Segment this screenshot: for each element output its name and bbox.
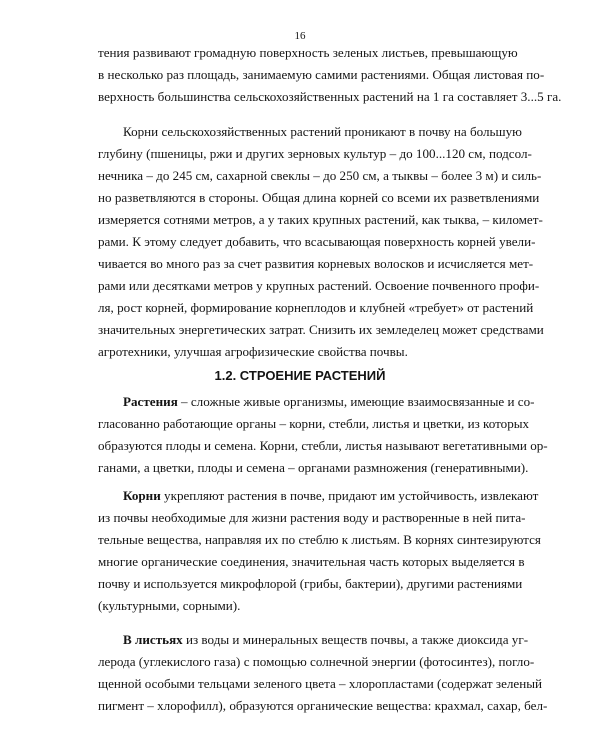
text-line: рами или десятками метров у крупных растений. Освоение почвенного профи- (98, 278, 540, 293)
text-line: Корни сельскохозяйственных растений проникают в почву на большую (123, 124, 522, 139)
text-line: многие органические соединения, значительная часть которых выделяется в (98, 554, 525, 569)
text-span: из воды и минеральных веществ почвы, а также диоксида уг- (182, 632, 529, 647)
text-line: значительных энергетических затрат. Снизить их земледелец может средствами (98, 322, 544, 337)
text-line: (культурными, сорными). (98, 598, 241, 613)
text-line: чивается во много раз за счет развития корневых волосков и исчисляется мет- (98, 256, 534, 271)
text-line: измеряется сотнями метров, а у таких крупных растений, как тыква, – километ- (98, 212, 543, 227)
term-bold: Корни (123, 488, 161, 503)
text-line: тения развивают громадную поверхность зеленых листьев, превышающую (98, 45, 518, 60)
text-line: гласованно работающие органы – корни, стебли, листья и цветки, из которых (98, 416, 530, 431)
text-span: укрепляют растения в почве, придают им устойчивость, извлекают (160, 488, 539, 503)
page-number: 16 (294, 30, 306, 42)
text-line: верхность большинства сельскохозяйственных растений на 1 га составляет 3...5 га. (98, 89, 562, 104)
text-line: глубину (пшеницы, ржи и других зерновых культур – до 100...120 см, подсол- (98, 146, 532, 161)
text-line: нечника – до 245 см, сахарной свеклы – до 250 см, а тыквы – более 3 м) и силь- (98, 168, 542, 183)
text-line (123, 487, 539, 504)
text-line: ганами, а цветки, плоды и семена – органами размножения (генеративными). (98, 460, 529, 475)
text-line: лерода (углекислого газа) с помощью солнечной энергии (фотосинтез), погло- (98, 654, 535, 669)
term-bold: В листьях (123, 632, 183, 647)
text-line: но разветвляются в стороны. Общая длина корней со всеми их разветвлениями (98, 190, 540, 205)
text-line: ля, рост корней, формирование корнеплодов и клубней «требует» от растений (98, 300, 534, 315)
text-line: из почвы необходимые для жизни растения воду и растворенные в ней пита- (98, 510, 526, 525)
text-line: в несколько раз площадь, занимаемую самими растениями. Общая листовая по- (98, 67, 545, 82)
text-line: образуются плоды и семена. Корни, стебли, листья называют вегетативными ор- (98, 438, 548, 453)
text-line (123, 393, 535, 410)
text-span: – сложные живые организмы, имеющие взаимосвязанные и со- (177, 394, 535, 409)
text-line: почву и используется микрофлорой (грибы, бактерии), другими растениями (98, 576, 523, 591)
text-line (123, 631, 529, 648)
text-line: пигмент – хлорофилл), образуются органические вещества: крахмал, сахар, бел- (98, 698, 548, 713)
text-line: агротехники, улучшая агрофизические свойства почвы. (98, 344, 408, 359)
text-line: тельные вещества, направляя их по стеблю к листьям. В корнях синтезируются (98, 532, 541, 547)
text-line: рами. К этому следует добавить, что всасывающая поверхность корней увели- (98, 234, 536, 249)
section-heading: 1.2. СТРОЕНИЕ РАСТЕНИЙ (214, 368, 386, 383)
term-bold: Растения (123, 394, 178, 409)
text-line: щенной особыми тельцами зеленого цвета – хлоропластами (содержат зеленый (98, 676, 543, 691)
